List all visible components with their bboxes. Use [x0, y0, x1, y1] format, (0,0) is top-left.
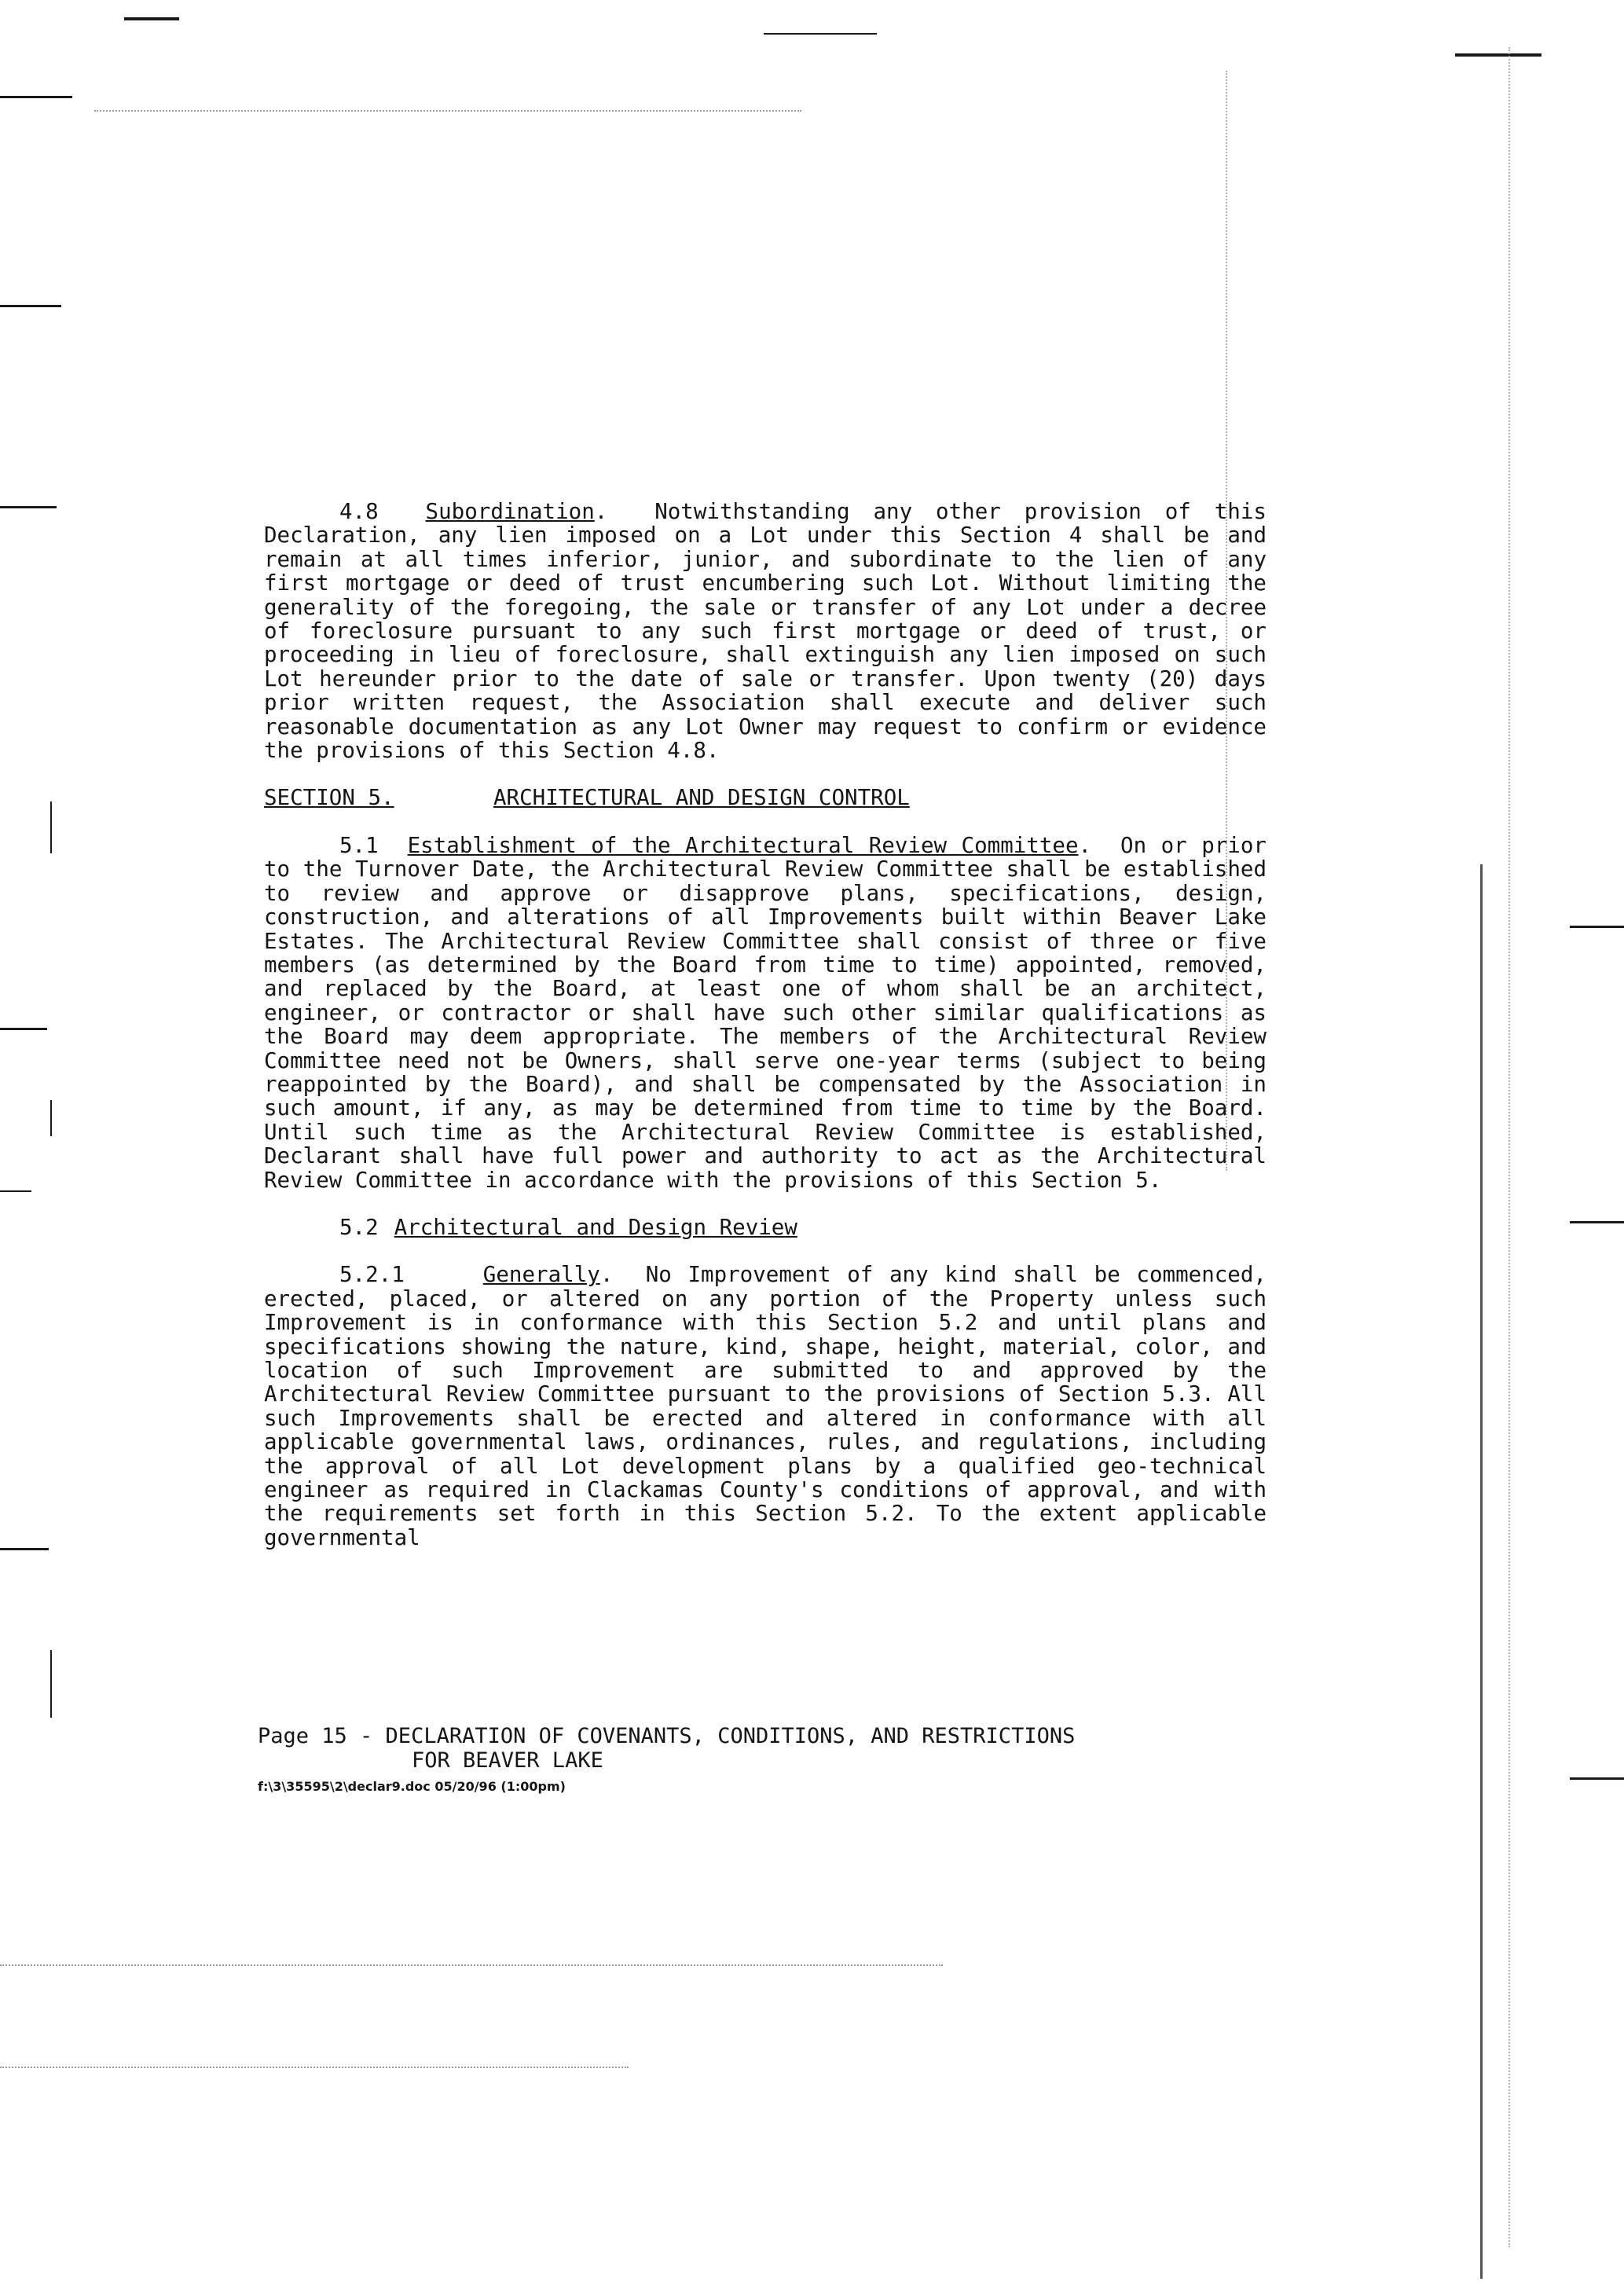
scan-mark [124, 17, 179, 20]
paragraph-text: Notwithstanding any other provision of this Declaration, any lien imposed on a Lot under this Section 4 shall be and remain at all times inferior, junior, and subordinate to the lien of any first mortgage or deed of trust encumbering such Lot. Without limiting the generality of the foregoing, the sale or transfer of any Lot under a decree of foreclosure pursuant to any such first mortgage or deed of trust, or proceeding in lieu of foreclosure, shall extinguish any lien imposed on such Lot hereunder prior to the date of sale or transfer. Upon twenty (20) days prior written request, the Association shall execute and deliver such reasonable documentation as any Lot Owner may request to confirm or evidence the provisions of this Section 4.8. [264, 499, 1267, 764]
paragraph-heading: Architectural and Design Review [394, 1214, 797, 1240]
page-footer [258, 1724, 1279, 1799]
paragraph-text: On or prior to the Turnover Date, the Architectural Review Committee shall be established to review and approve or disapprove plans, specifications, design, construction, and alterations of all Improvements built within Beaver Lake Estates. The Architectural Review Committee shall consist of three or five members (as determined by the Board from time to time) appointed, removed, and replaced by the Board, at least one of whom shall be an architect, engineer, or contractor or shall have such other similar qualifications as the Board may deem appropriate. The members of the Architectural Review Committee need not be Owners, shall serve one-year terms (subject to being reappointed by the Board), and shall be compensated by the Association in such amount, if any, as may be determined from time to time by the Board. Until such time as the Architectural Review Committee is established, Declarant shall have full power and authority to act as the Architectural Review Committee in accordance with the provisions of this Section 5. [264, 832, 1267, 1193]
paragraph-5-1: 5.1 Establishment of the Architectural Review Committee. On or prior to the Turnover Date, the Architectural Review Committee shall be established to review and approve or disapprove plans, specifications, design, construction, and alterations of all Improvements built within Beaver Lake Estates. The Architectural Review Committee shall consist of three or five members (as determined by the Board from time to time) appointed, removed, and replaced by the Board, at least one of whom shall be an architect, engineer, or contractor or shall have such other similar qualifications as the Board may deem appropriate. The members of the Architectural Review Committee need not be Owners, shall serve one-year terms (subject to being reappointed by the Board), and shall be compensated by the Association in such amount, if any, as may be determined from time to time by the Board. Until such time as the Architectural Review Committee is established, Declarant shall have full power and authority to act as the Architectural Review Committee in accordance with the provisions of this Section 5. [264, 832, 1267, 1193]
paragraph-number: 5.2 [339, 1214, 379, 1240]
paragraph-number: 5.1 [339, 832, 379, 858]
subsection-heading [264, 1216, 1267, 1239]
scan-mark [50, 1650, 52, 1718]
scan-mark [1570, 1777, 1624, 1780]
scan-mark [1480, 864, 1483, 2279]
paragraph-text: No Improvement of any kind shall be commenced, erected, placed, or altered on any portion of the Property unless such Improvement is in conformance with this Section 5.2 and until plans and specifications showing the nature, kind, shape, height, material, color, and location of such Improvement are submitted to and approved by the Architectural Review Committee pursuant to the provisions of Section 5.3. All such Improvements shall be erected and altered in conformance with all applicable governmental laws, ordinances, rules, and regulations, including the approval of all Lot development plans by a qualified geo-technical engineer as required in Clackamas County's conditions of approval, and with the requirements set forth in this Section 5.2. To the extent applicable governmental [264, 1262, 1267, 1550]
paragraph-heading: Establishment of the Architectural Review Committee [407, 832, 1079, 858]
section-number: SECTION 5. [264, 785, 394, 811]
scan-mark [0, 1190, 31, 1192]
scan-mark [764, 33, 877, 35]
footer-title: Page 15 - DECLARATION OF COVENANTS, CONDITIONS, AND RESTRICTIONS [258, 1724, 1076, 1748]
document-body [264, 500, 1267, 1550]
paragraph-4-8: 4.8 Subordination. Notwithstanding any other provision of this Declaration, any lien imposed on a Lot under this Section 4 shall be and remain at all times inferior, junior, and subordinate to the lien of any first mortgage or deed of trust encumbering such Lot. Without limiting the generality of the foregoing, the sale or transfer of any Lot under a decree of foreclosure pursuant to any such first mortgage or deed of trust, or proceeding in lieu of foreclosure, shall extinguish any lien imposed on such Lot hereunder prior to the date of sale or transfer. Upon twenty (20) days prior written request, the Association shall execute and deliver such reasonable documentation as any Lot Owner may request to confirm or evidence the provisions of this Section 4.8. [264, 499, 1267, 764]
footer-subtitle: FOR BEAVER LAKE [412, 1748, 603, 1773]
scan-mark [1570, 926, 1624, 928]
scan-vline [1509, 47, 1510, 2247]
paragraph-heading: Generally [482, 1262, 600, 1288]
scan-mark [0, 506, 57, 508]
scan-mark [0, 305, 61, 307]
paragraph-number: 4.8 [339, 499, 379, 524]
scan-mark [0, 1548, 49, 1550]
scan-dots [0, 1964, 943, 1966]
section-heading [264, 786, 1267, 809]
scan-mark [50, 1100, 52, 1136]
paragraph-5-2-1: 5.2.1 Generally. No Improvement of any kind shall be commenced, erected, placed, or altered on any portion of the Property unless such Improvement is in conformance with this Section 5.2 and until plans and specifications showing the nature, kind, shape, height, material, color, and location of such Improvement are submitted to and approved by the Architectural Review Committee pursuant to the provisions of Section 5.3. All such Improvements shall be erected and altered in conformance with all applicable governmental laws, ordinances, rules, and regulations, including the approval of all Lot development plans by a qualified geo-technical engineer as required in Clackamas County's conditions of approval, and with the requirements set forth in this Section 5.2. To the extent applicable governmental [264, 1262, 1267, 1550]
scan-mark [0, 96, 72, 98]
paragraph-heading: Subordination [425, 499, 595, 524]
section-title: ARCHITECTURAL AND DESIGN CONTROL [493, 785, 910, 811]
scan-mark [50, 801, 52, 853]
scan-mark [1570, 1221, 1624, 1223]
paragraph-number: 5.2.1 [339, 1262, 405, 1288]
scan-dots [0, 2067, 629, 2068]
file-reference: f:\3\35595\2\declar9.doc 05/20/96 (1:00pm) [258, 1779, 566, 1794]
scan-mark [1455, 53, 1542, 57]
scan-dots [94, 110, 801, 112]
scan-mark [0, 1028, 47, 1030]
